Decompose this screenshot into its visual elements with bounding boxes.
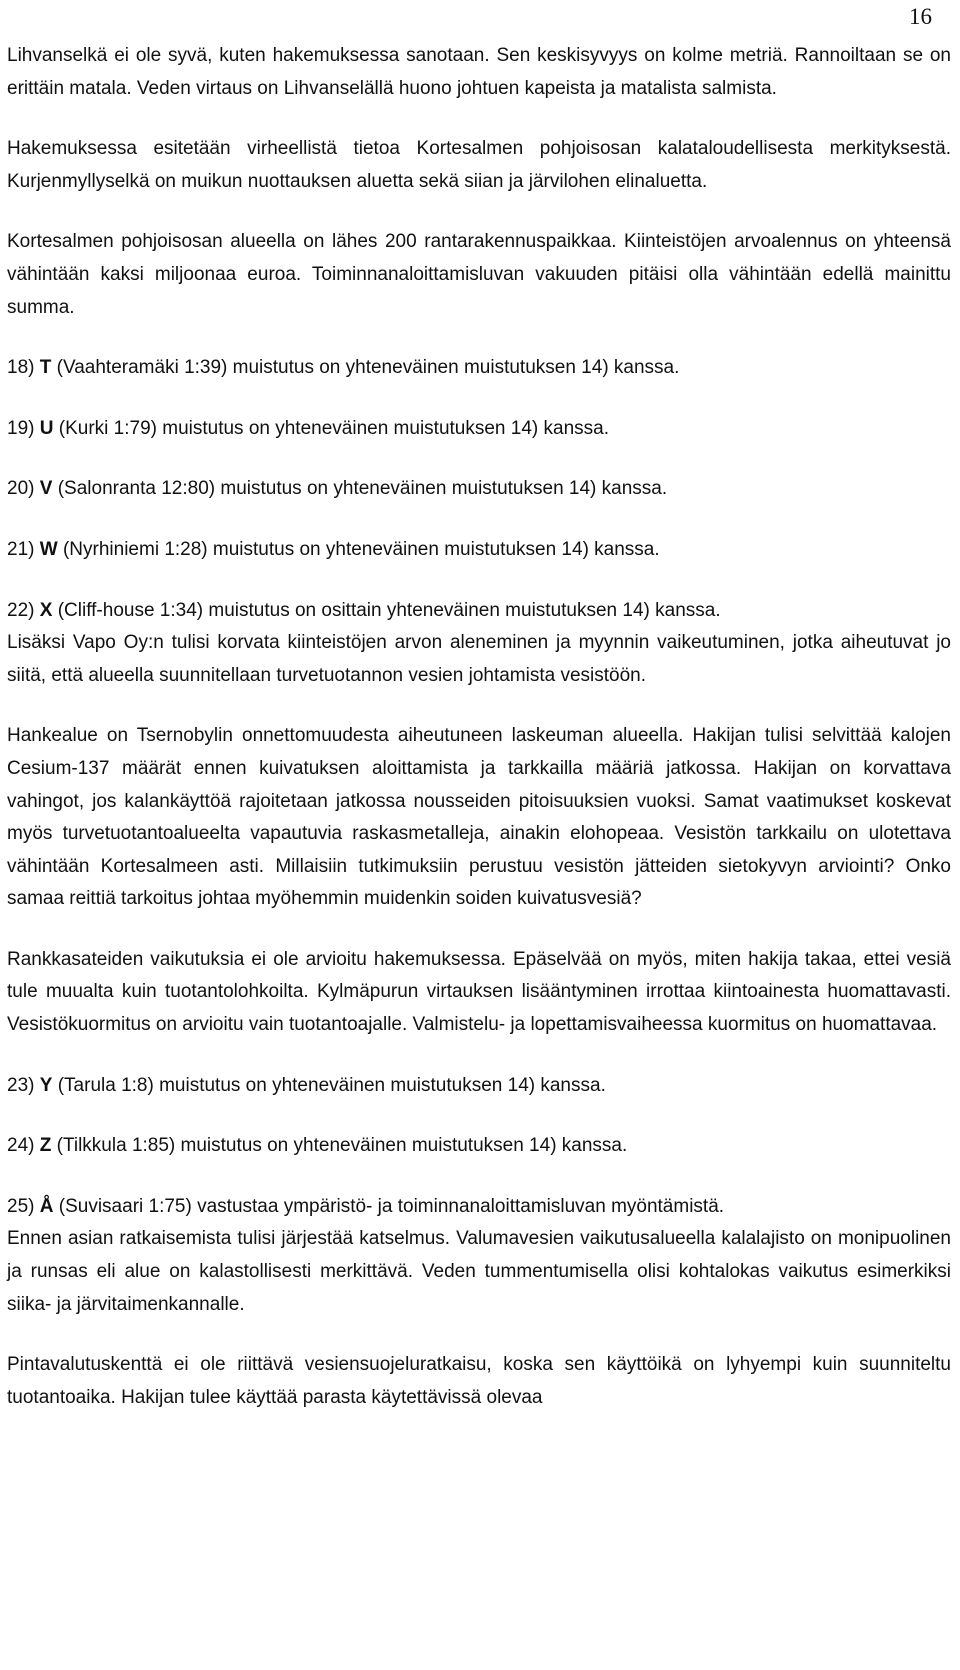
- item-text: (Vaahteramäki 1:39) muistutus on yhteneväinen muistutuksen 14) kanssa.: [56, 357, 680, 379]
- page-number: 16: [909, 4, 932, 29]
- item-21: [7, 534, 951, 567]
- item-22: [7, 595, 951, 628]
- item-number: 25): [7, 1195, 35, 1217]
- item-23: [7, 1070, 951, 1103]
- item-letter: V: [39, 478, 53, 500]
- item-text: (Suvisaari 1:75) vastustaa ympäristö- ja toiminnanaloittamisluvan myöntämistä.: [58, 1195, 725, 1217]
- item-number: 23): [7, 1074, 35, 1096]
- item-text: (Kurki 1:79) muistutus on yhteneväinen muistutuksen 14) kanssa.: [58, 417, 609, 439]
- item-letter: Å: [39, 1195, 54, 1217]
- item-letter: X: [39, 599, 53, 621]
- item-number: 20): [7, 478, 35, 500]
- paragraph-cesium: Hankealue on Tsernobylin onnettomuudesta aiheutuneen laskeuman alueella. Hakijan tulisi selvittää kalojen Cesium-137 määrät ennen kuivatuksen aloittamista ja tarkkailla määriä jatkossa. Hakijan on korvattava vahingot, jos kalankäyttöä rajoitetaan jatkossa nousseiden pitoisuuksien vuoksi. Samat vaatimukset koskevat myös turvetuotantoalueelta vapautuvia raskasmetalleja, ainakin elohopeaa. Vesistön tarkkailu on ulotettava vähintään Kortesalmeen asti. Millaisiin tutkimuksiin perustuu vesistön jätteiden sietokyvyn arviointi? Onko samaa reittiä tarkoitus johtaa myöhemmin muidenkin soiden kuivatusvesiä?: [7, 725, 951, 910]
- item-number: 24): [7, 1135, 35, 1157]
- item-24: [7, 1130, 951, 1163]
- paragraph-rantarakennuspaikat: Kortesalmen pohjoisosan alueella on lähes 200 rantarakennuspaikkaa. Kiinteistöjen arvoalennus on yhteensä vähintään kaksi miljoonaa euroa. Toiminnanaloittamisluvan vakuuden pitäisi olla vähintään edellä mainittu summa.: [7, 231, 951, 318]
- item-letter: T: [39, 357, 52, 379]
- paragraph-rankkasateet: Rankkasateiden vaikutuksia ei ole arvioitu hakemuksessa. Epäselvää on myös, miten hakija takaa, ettei vesiä tule muualta kuin tuotantolohkoilta. Kylmäpurun virtauksen lisääntyminen irrottaa kiintoainesta huomattavasti. Vesistökuormitus on arvioitu vain tuotantoajalle. Valmistelu- ja lopettamisvaiheessa kuormitus on huomattavaa.: [7, 948, 951, 1036]
- item-25: [7, 1191, 951, 1224]
- item-18: [7, 352, 951, 385]
- item-20: [7, 473, 951, 506]
- item-letter: W: [39, 538, 58, 560]
- item-letter: Y: [39, 1074, 53, 1096]
- paragraph-katselmus: Ennen asian ratkaisemista tulisi järjestää katselmus. Valumavesien vaikutusalueella kalalajisto on monipuolinen ja runsas eli alue on kalastollisesti merkittävä. Veden tummentumisella olisi kohtalokas vaikutus esimerkiksi siika- ja järvitaimenkannalle.: [7, 1228, 951, 1315]
- item-letter: Z: [39, 1135, 52, 1157]
- item-text: (Nyrhiniemi 1:28) muistutus on yhteneväinen muistutuksen 14) kanssa.: [62, 538, 660, 560]
- document-body: [7, 40, 951, 1414]
- item-number: 19): [7, 417, 35, 439]
- paragraph-korvaus: Lisäksi Vapo Oy:n tulisi korvata kiinteistöjen arvon aleneminen ja myynnin vaikeutuminen, jotka aiheutuvat jo siitä, että alueella suunnitellaan turvetuotannon vesien johtamista vesistöön.: [7, 632, 951, 686]
- item-letter: U: [39, 417, 54, 439]
- item-number: 21): [7, 538, 35, 560]
- paragraph-lihvanselka: Lihvanselkä ei ole syvä, kuten hakemuksessa sanotaan. Sen keskisyvyys on kolme metriä. Rannoiltaan se on erittäin matala. Veden virtaus on Lihvanselällä huono johtuen kapeista ja matalista salmista.: [7, 45, 951, 99]
- item-text: (Tarula 1:8) muistutus on yhteneväinen muistutuksen 14) kanssa.: [57, 1074, 606, 1096]
- paragraph-kalataloudellinen: Hakemuksessa esitetään virheellistä tietoa Kortesalmen pohjoisosan kalataloudellisesta merkityksestä. Kurjenmyllyselkä on muikun nuottauksen aluetta sekä siian ja järvilohen elinaluetta.: [7, 138, 951, 192]
- item-text: (Salonranta 12:80) muistutus on yhteneväinen muistutuksen 14) kanssa.: [57, 478, 668, 500]
- item-text: (Tilkkula 1:85) muistutus on yhteneväinen muistutuksen 14) kanssa.: [56, 1135, 628, 1157]
- item-text: (Cliff-house 1:34) muistutus on osittain yhteneväinen muistutuksen 14) kanssa.: [57, 599, 721, 621]
- item-number: 18): [7, 357, 35, 379]
- paragraph-pintavalutuskentta: Pintavalutuskenttä ei ole riittävä vesiensuojeluratkaisu, koska sen käyttöikä on lyhyempi kuin suunniteltu tuotantoaika. Hakijan tulee käyttää parasta käytettävissä olevaa: [7, 1354, 951, 1408]
- item-19: [7, 413, 951, 446]
- item-number: 22): [7, 599, 35, 621]
